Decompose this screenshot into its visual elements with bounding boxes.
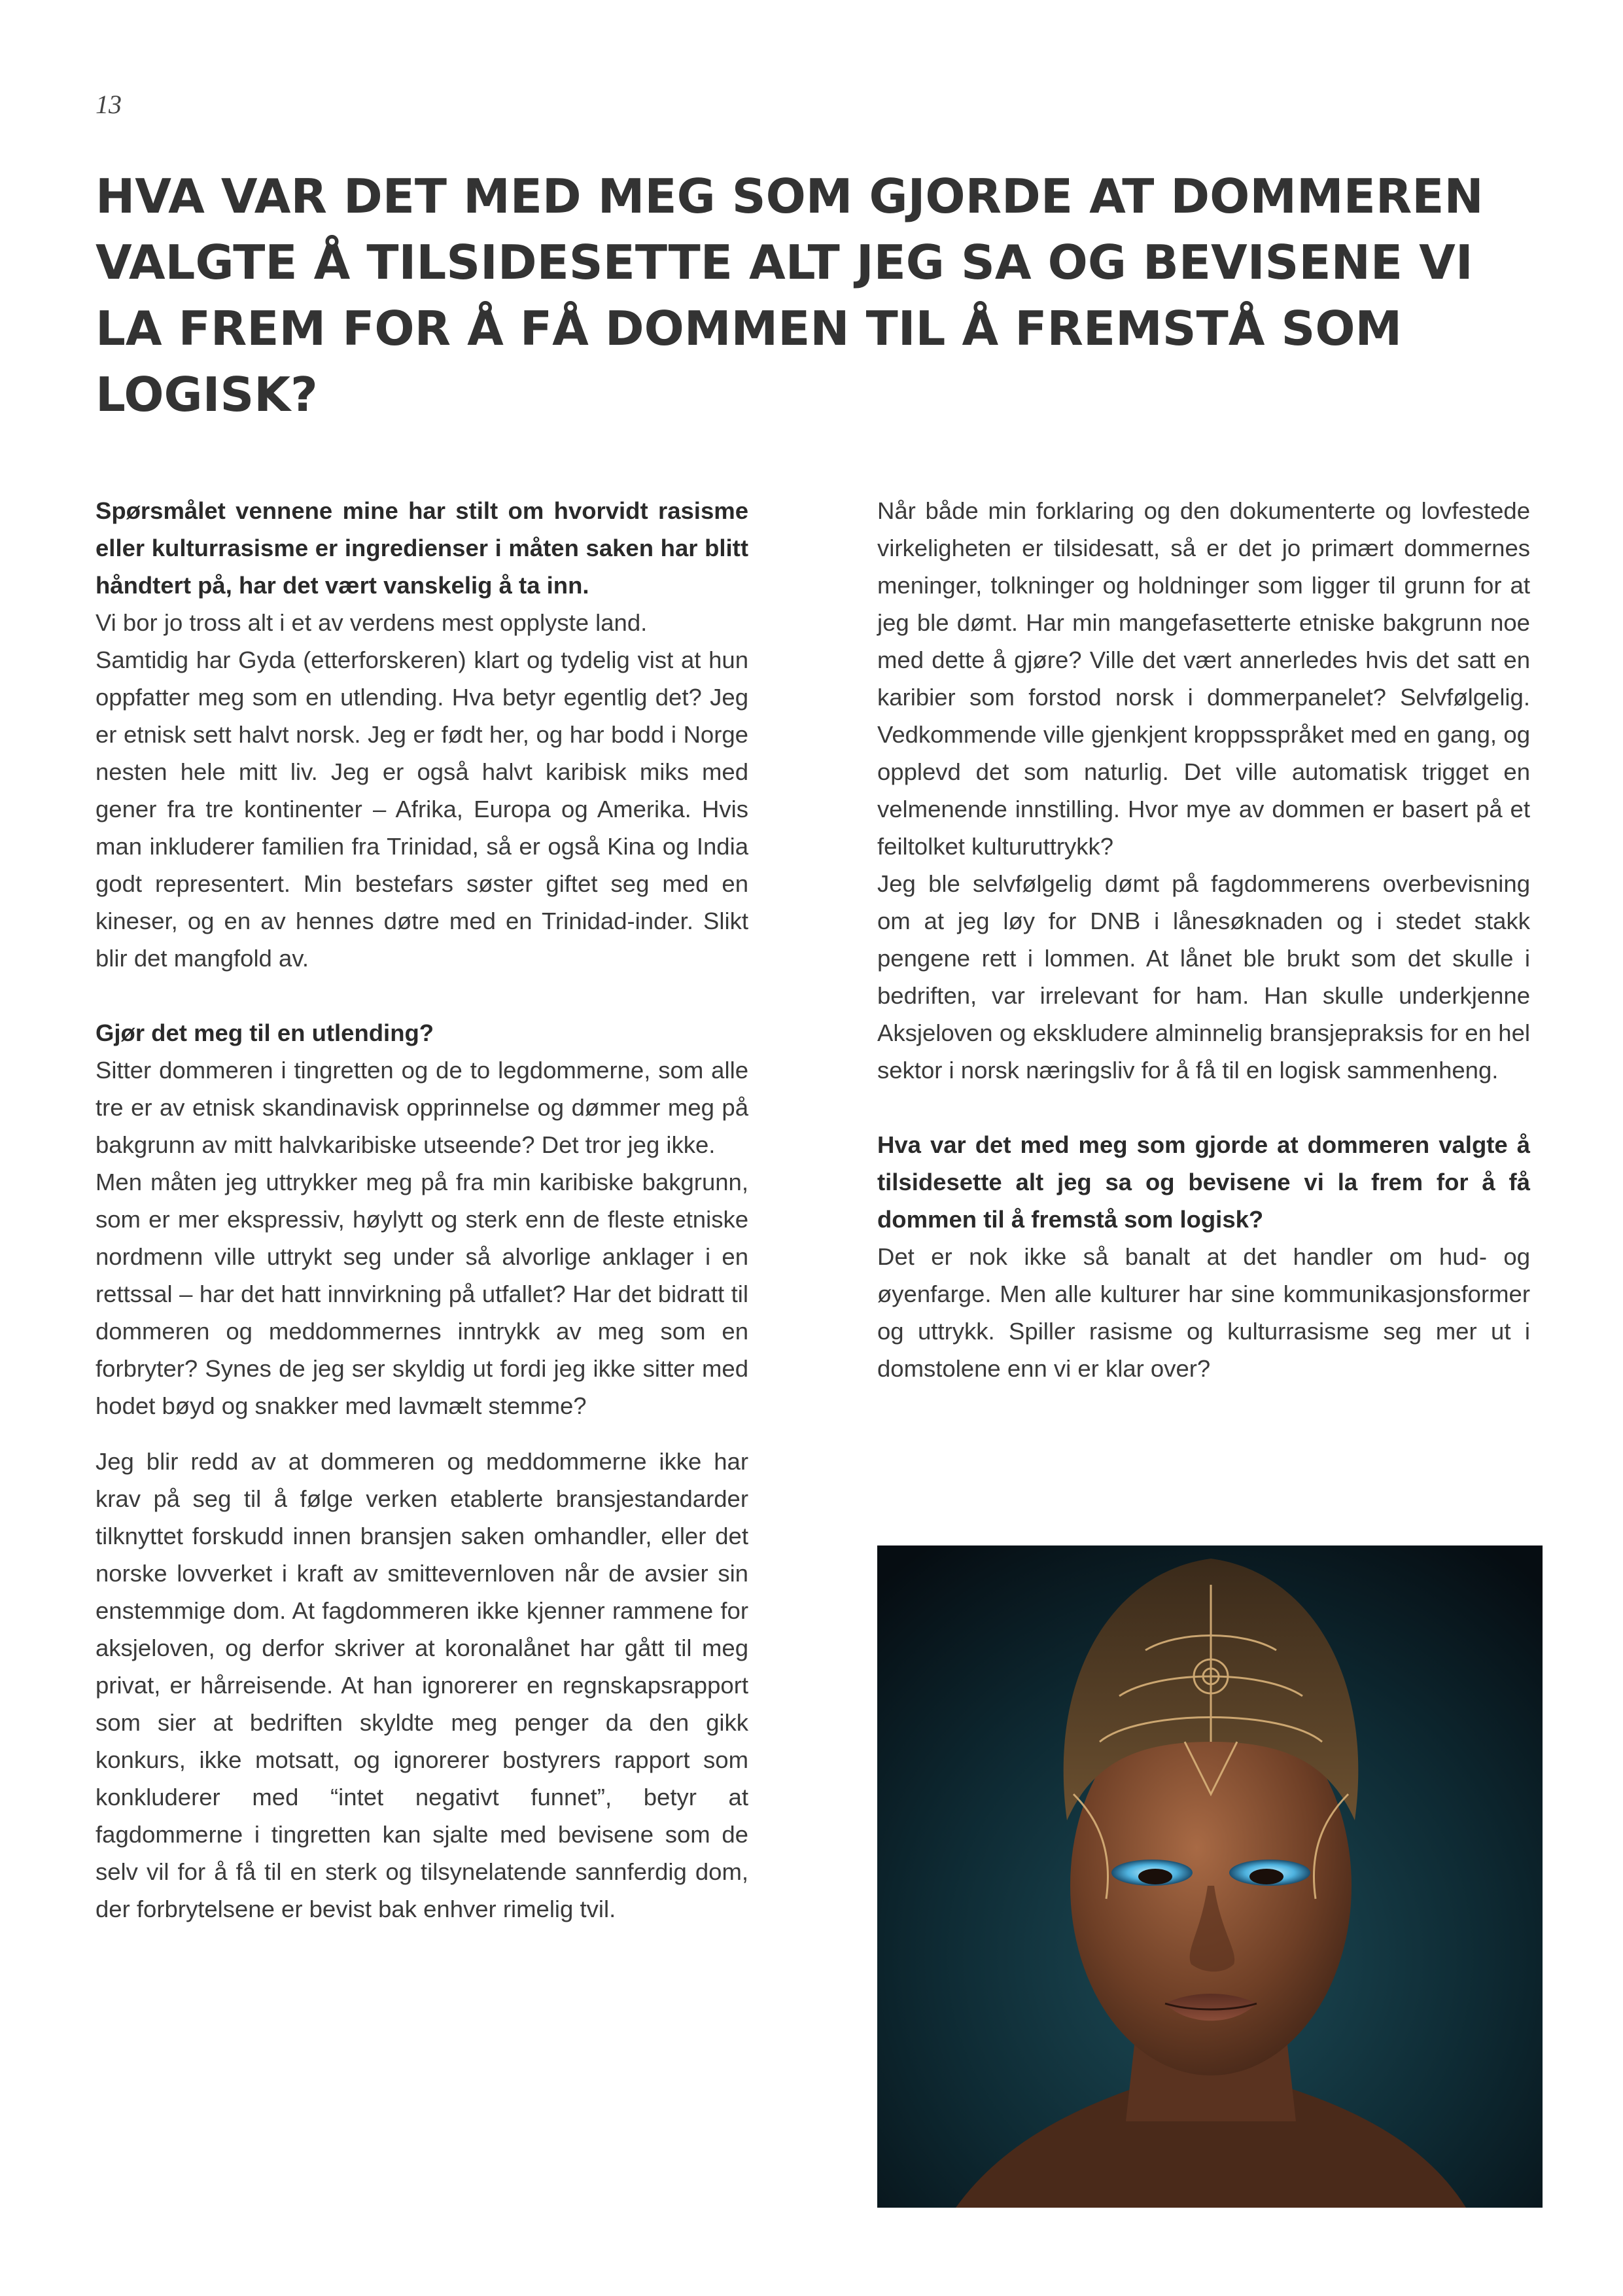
body-paragraph: Vi bor jo tross alt i et av verdens mest opplyste land. <box>96 609 648 636</box>
left-column <box>96 492 748 1928</box>
body-paragraph: Jeg ble selvfølgelig dømt på fagdommerens overbevisning om at jeg løy for DNB i lånesøknaden og i stedet stakk pengene rett i lommen. At lånet ble brukt som det skulle i bedriften, var irrelevant for ham. Han skulle underkjenne Aksjeloven og ekskludere alminnelig bransjepraksis for en hel sektor i norsk næringsliv for å få til en logisk sammenheng. <box>877 870 1530 1084</box>
headline: HVA VAR DET MED MEG SOM GJORDE AT DOMMEREN VALGTE Å TILSIDESETTE ALT JEG SA OG BEVISENE VI LA FREM FOR Å FÅ DOMMEN TIL Å FREMSTÅ SOM LOGISK? <box>96 169 1484 422</box>
body-paragraph: Når både min forklaring og den dokumenterte og lovfestede virkeligheten er tilsidesatt, så er det jo primært dommernes meninger, tolkninger og holdninger som ligger til grunn for at jeg ble dømt. Har min mangefasetterte etniske bakgrunn noe med dette å gjøre? Ville det vært annerledes hvis det satt en karibier som forstod norsk i dommerpanelet? Selvfølgelig. Vedkommende ville gjenkjent kroppsspråket med en gang, og opplevd det som naturlig. Det ville automatisk trigget en velmenende innstilling. Hvor mye av dommen er basert på et feiltolket kulturuttrykk? <box>877 497 1530 860</box>
right-column <box>877 492 1530 1387</box>
intro-paragraph: Spørsmålet vennene mine har stilt om hvorvidt rasisme eller kulturrasisme er ingredienser i måten saken har blitt håndtert på, har det vært vanskelig å ta inn. <box>96 497 748 599</box>
body-paragraph: Sitter dommeren i tingretten og de to legdommerne, som alle tre er av etnisk skandinavisk opprinnelse og dømmer meg på bakgrunn av mitt halvkaribiske utseende? Det tror jeg ikke. <box>96 1057 748 1158</box>
body-paragraph: Det er nok ikke så banalt at det handler om hud- og øyenfarge. Men alle kulturer har sine kommunikasjonsformer og uttrykk. Spiller rasisme og kulturrasisme seg mer ut i domstolene enn vi er klar over? <box>877 1243 1530 1382</box>
body-paragraph: Jeg blir redd av at dommeren og meddommerne ikke har krav på seg til å følge verken etablerte bransjestandarder tilknyttet forskudd innen bransjen saken omhandler, eller det norske lovverket i kraft av smittevernloven når de avsier sin enstemmige dom. At fagdommeren ikke kjenner rammene for aksjeloven, og derfor skriver at koronalånet har gått til meg privat, er hårreisende. At han ignorerer en regnskapsrapport som sier at bedriften skyldte meg penger da den gikk konkurs, ikke motsatt, og ignorerer bostyrers rapport som konkluderer med “intet negativt funnet”, betyr at fagdommerne i tingretten kan sjalte med bevisene som de selv vil for å få til en sterk og tilsynelatende sannferdig dom, der forbrytelsene er bevist bak enhver rimelig tvil. <box>96 1448 748 1922</box>
body-paragraph: Men måten jeg uttrykker meg på fra min karibiske bakgrunn, som er mer ekspressiv, høylytt og sterk enn de fleste etniske nordmenn ville uttrykt seg under så alvorlige anklager i en rettssal – har det hatt innvirkning på utfallet? Har det bidratt til dommeren og meddommernes inntrykk av meg som en forbryter? Synes de jeg ser skyldig ut fordi jeg ikke sitter med hodet bøyd og snakker med lavmælt stemme? <box>96 1169 748 1419</box>
portrait-image <box>877 1545 1543 2208</box>
section-subheading: Hva var det med meg som gjorde at dommeren valgte å tilsidesette alt jeg sa og bevisene vi la frem for å få dommen til å fremstå som logisk? <box>877 1131 1530 1233</box>
body-paragraph: Samtidig har Gyda (etterforskeren) klart og tydelig vist at hun oppfatter meg som en utlending. Hva betyr egentlig det? Jeg er etnisk sett halvt norsk. Jeg er født her, og har bodd i Norge nesten hele mitt liv. Jeg er også halvt karibisk miks med gener fra tre kontinenter – Afrika, Europa og Amerika. Hvis man inkluderer familien fra Trinidad, så er også Kina og India godt representert. Min bestefars søster giftet seg med en kineser, og en av hennes døtre med en Trinidad-inder. Slikt blir det mangfold av. <box>96 646 748 972</box>
section-subheading: Gjør det meg til en utlending? <box>96 1019 434 1046</box>
page-number: 13 <box>96 90 122 119</box>
